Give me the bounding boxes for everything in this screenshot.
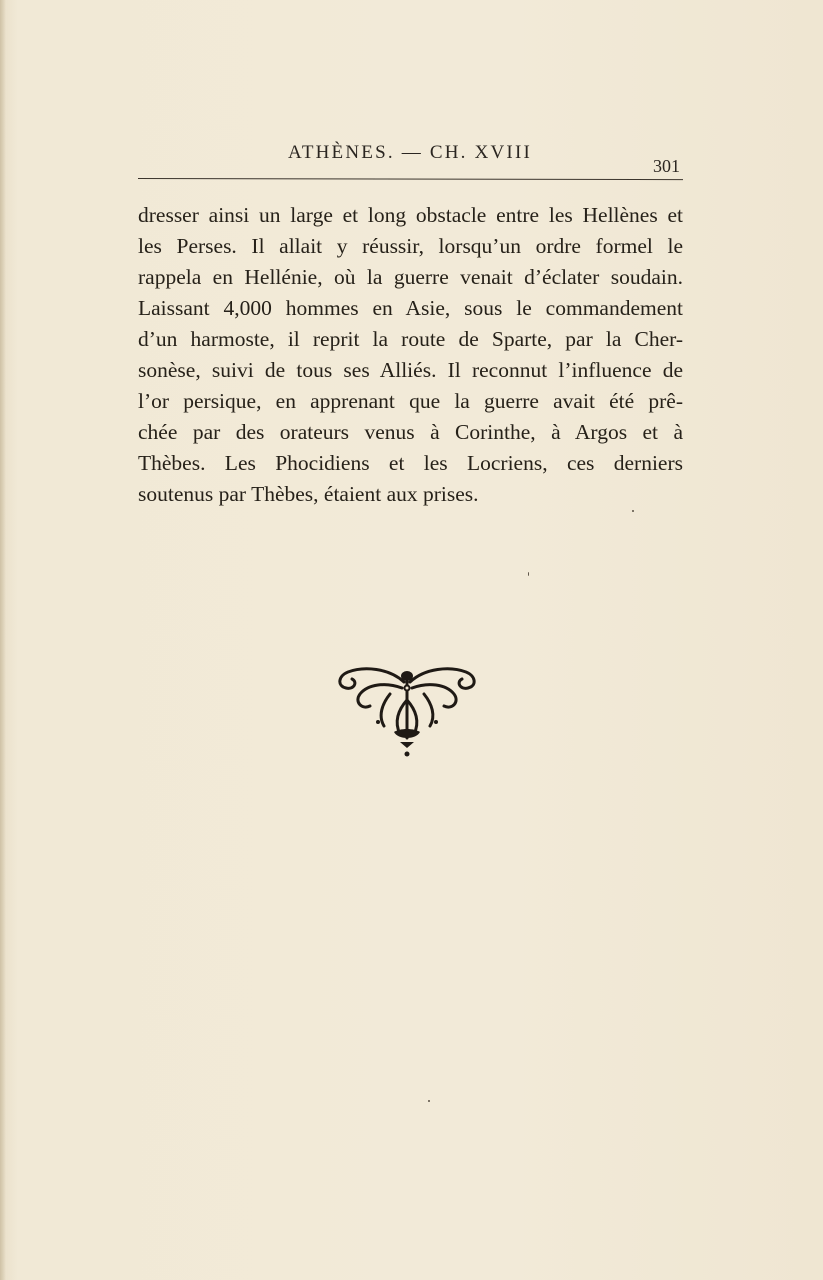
text-line: l’or persique, en apprenant que la guerre avait été prê-: [138, 389, 683, 413]
text-line: sonèse, suivi de tous ses Alliés. Il reconnut l’influence de: [138, 358, 683, 382]
text-line: Laissant 4,000 hommes en Asie, sous le commandement: [138, 296, 683, 320]
text-line: Thèbes. Les Phocidiens et les Locriens, ces derniers: [138, 451, 683, 475]
paper-speck: [428, 1100, 430, 1102]
text-line: dresser ainsi un large et long obstacle entre les Hellènes et: [138, 203, 683, 227]
text-line: les Perses. Il allait y réussir, lorsqu’un ordre formel le: [138, 234, 683, 258]
text-line: soutenus par Thèbes, étaient aux prises.: [138, 482, 479, 506]
page-number: 301: [653, 156, 680, 176]
paper-speck: [528, 572, 529, 576]
paper-speck: [632, 510, 634, 512]
fleuron-ornament-icon: [334, 660, 480, 760]
running-head: [0, 142, 823, 176]
running-title: ATHÈNES. — CH. XVIII: [288, 142, 533, 163]
body-paragraph: [138, 200, 683, 510]
text-line: d’un harmoste, il reprit la route de Sparte, par la Cher-: [138, 327, 683, 351]
text-line: chée par des orateurs venus à Corinthe, à Argos et à: [138, 420, 683, 444]
spine-shadow: [0, 0, 6, 1280]
text-line: rappela en Hellénie, où la guerre venait d’éclater soudain.: [138, 265, 683, 289]
header-rule: [138, 178, 683, 180]
